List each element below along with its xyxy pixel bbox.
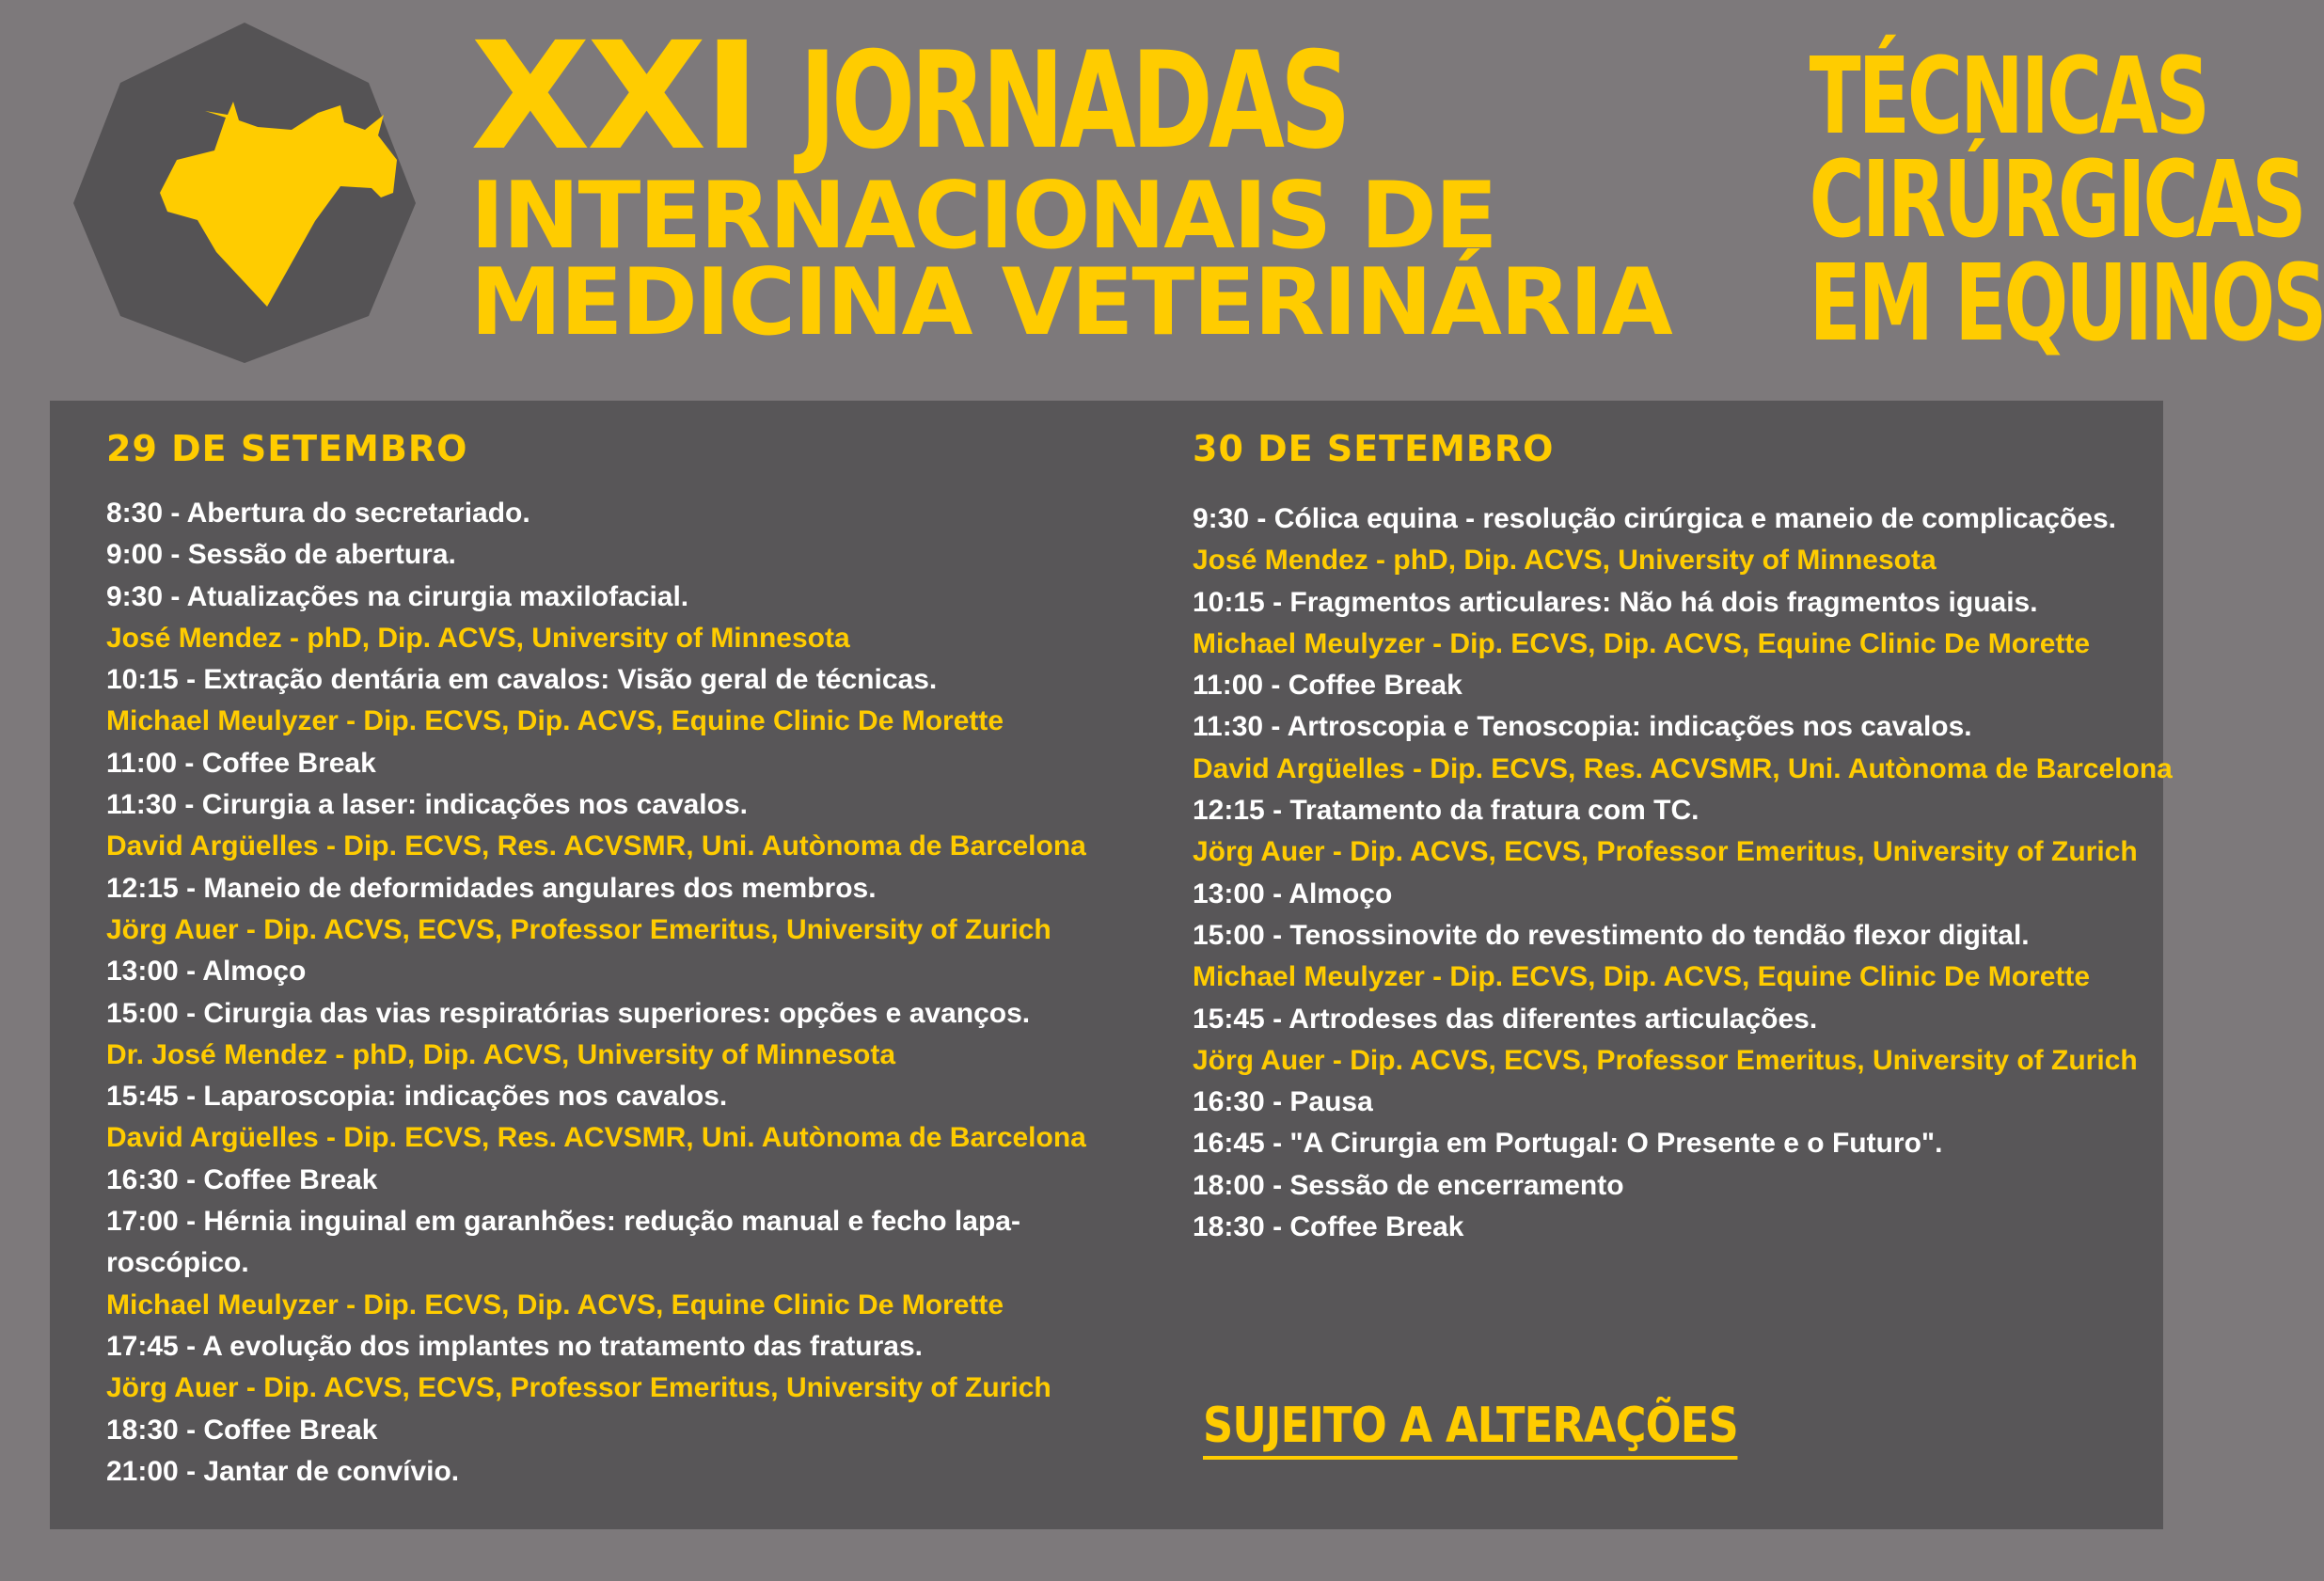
schedule-item: 15:00 - Tenossinovite do revestimento do tendão flexor digital. [1193, 919, 2030, 951]
schedule-item: 12:15 - Tratamento da fratura com TC. [1193, 795, 1700, 827]
speaker-line: Jörg Auer - Dip. ACVS, ECVS, Professor Emeritus, University of Zurich [1193, 1044, 2138, 1076]
day-2-heading: 30 DE SETEMBRO [1193, 428, 1555, 469]
schedule-item: 16:30 - Coffee Break [106, 1163, 378, 1195]
schedule-item: 11:00 - Coffee Break [106, 747, 376, 779]
schedule-item: 9:30 - Atualizações na cirurgia maxilofacial. [106, 580, 689, 612]
schedule-item: 18:30 - Coffee Break [1193, 1211, 1464, 1243]
speaker-line: Michael Meulyzer - Dip. ECVS, Dip. ACVS, Equine Clinic De Morette [106, 1289, 1004, 1320]
schedule-item: 18:00 - Sessão de encerramento [1193, 1169, 1624, 1201]
schedule-item: 11:00 - Coffee Break [1193, 670, 1462, 702]
speaker-line: Michael Meulyzer - Dip. ECVS, Dip. ACVS, Equine Clinic De Morette [106, 705, 1004, 737]
schedule-item: 16:45 - "A Cirurgia em Portugal: O Presente e o Futuro". [1193, 1128, 1943, 1160]
subtitle-line-3: EM EQUINOS [1809, 243, 2324, 365]
schedule-item: 13:00 - Almoço [1193, 877, 1393, 909]
day-1-list [106, 493, 1141, 1493]
speaker-line: Michael Meulyzer - Dip. ECVS, Dip. ACVS, Equine Clinic De Morette [1193, 961, 2091, 993]
schedule-item: 12:15 - Maneio de deformidades angulares dos membros. [106, 872, 877, 904]
schedule-item: 15:45 - Laparoscopia: indicações nos cavalos. [106, 1081, 728, 1113]
schedule-item: 11:30 - Cirurgia a laser: indicações nos cavalos. [106, 789, 748, 821]
speaker-line: Jörg Auer - Dip. ACVS, ECVS, Professor Emeritus, University of Zurich [1193, 836, 2138, 868]
schedule-item: 13:00 - Almoço [106, 956, 307, 988]
day-1-schedule [106, 427, 1141, 1493]
schedule-item: 18:30 - Coffee Break [106, 1414, 378, 1446]
schedule-item: 15:45 - Artrodeses das diferentes articulações. [1193, 1003, 1818, 1035]
speaker-line: Dr. José Mendez - phD, Dip. ACVS, University of Minnesota [106, 1038, 896, 1070]
schedule-item: 15:00 - Cirurgia das vias respiratórias superiores: opções e avanços. [106, 997, 1031, 1029]
day-2-list [1193, 498, 2173, 1248]
speaker-line: David Argüelles - Dip. ECVS, Res. ACVSMR, Uni. Autònoma de Barcelona [106, 1122, 1086, 1154]
program-panel [50, 401, 2173, 1529]
title-edition: XXI [470, 10, 757, 183]
speaker-line: Michael Meulyzer - Dip. ECVS, Dip. ACVS, Equine Clinic De Morette [1193, 627, 2091, 659]
subtitle-line-1: TÉCNICAS [1809, 36, 2207, 158]
speaker-line: Jörg Auer - Dip. ACVS, ECVS, Professor Emeritus, University of Zurich [106, 913, 1051, 945]
subtitle-line-2: CIRÚRGICAS [1809, 139, 2304, 261]
speaker-line: David Argüelles - Dip. ECVS, Res. ACVSMR, Uni. Autònoma de Barcelona [106, 830, 1086, 862]
event-subtitle [1751, 36, 2324, 365]
event-title [470, 10, 1671, 356]
schedule-item: 9:00 - Sessão de abertura. [106, 539, 456, 571]
schedule-item: 17:45 - A evolução dos implantes no tratamento das fraturas. [106, 1330, 924, 1362]
horse-cow-heads-logo-icon [66, 19, 423, 367]
schedule-item: roscópico. [106, 1247, 249, 1279]
schedule-item: 21:00 - Jantar de convívio. [106, 1455, 460, 1487]
schedule-item: 11:30 - Artroscopia e Tenoscopia: indicações nos cavalos. [1193, 711, 1972, 743]
title-line-3: MEDICINA VETERINÁRIA [470, 249, 1671, 356]
title-line-2: INTERNACIONAIS DE [470, 163, 1496, 270]
schedule-item: 9:30 - Cólica equina - resolução cirúrgica e maneio de complicações. [1193, 503, 2117, 534]
day-1-heading: 29 DE SETEMBRO [106, 428, 468, 469]
schedule-item: 10:15 - Fragmentos articulares: Não há dois fragmentos iguais. [1193, 586, 2038, 618]
schedule-item: 16:30 - Pausa [1193, 1086, 1373, 1118]
schedule-item: 10:15 - Extração dentária em cavalos: Visão geral de técnicas. [106, 664, 938, 696]
speaker-line: José Mendez - phD, Dip. ACVS, University of Minnesota [1193, 545, 1937, 577]
title-jornadas: JORNADAS [799, 24, 1347, 179]
schedule-item: 17:00 - Hérnia inguinal em garanhões: redução manual e fecho lapa- [106, 1206, 1020, 1238]
schedule-item: 8:30 - Abertura do secretariado. [106, 498, 530, 529]
speaker-line: Jörg Auer - Dip. ACVS, ECVS, Professor Emeritus, University of Zurich [106, 1372, 1051, 1404]
day-2-schedule [1193, 427, 2173, 1248]
subject-to-change-notice: SUJEITO A ALTERAÇÕES [1203, 1398, 1738, 1460]
speaker-line: José Mendez - phD, Dip. ACVS, University of Minnesota [106, 622, 850, 654]
header [0, 0, 2324, 395]
speaker-line: David Argüelles - Dip. ECVS, Res. ACVSMR, Uni. Autònoma de Barcelona [1193, 752, 2173, 784]
